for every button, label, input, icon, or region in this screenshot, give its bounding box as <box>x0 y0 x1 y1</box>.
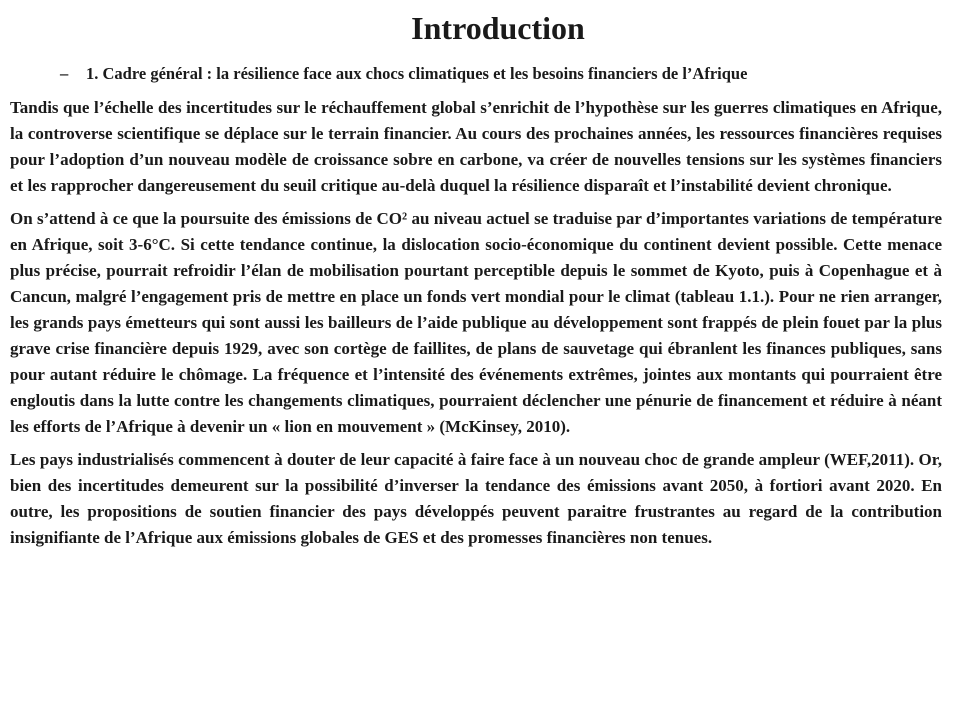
paragraph-1: Tandis que l’échelle des incertitudes sur le réchauffement global s’enrichit de l’hypothèse sur les guerres climatiques en Afrique, la controverse scientifique se déplace sur le terrain financier. Au cours des prochaines années, les ressources financières requises pour l’adoption d’un nouveau modèle de croissance sobre en carbone, va créer de nouvelles tensions sur les systèmes financiers et les rapprocher dangereusement du seuil critique au-delà duquel la résilience disparaît et l’instabilité devient chronique. <box>10 98 942 195</box>
subtitle-text: 1. Cadre général : la résilience face aux chocs climatiques et les besoins financiers de l’Afrique <box>86 64 748 83</box>
paragraph-3: Les pays industrialisés commencent à douter de leur capacité à faire face à un nouveau choc de grande ampleur (WEF,2011). Or, bien des incertitudes demeurent sur la possibilité d’inverser la tendance des émissions avant 2050, à fortiori avant 2020. En outre, les propositions de soutien financier des pays développés peuvent paraitre frustrantes au regard de la contribution insignifiante de l’Afrique aux émissions globales de GES et des promesses financières non tenues. <box>10 450 942 547</box>
dash-bullet-icon: – <box>60 64 69 83</box>
slide-title: Introduction <box>411 10 585 46</box>
paragraph-2: On s’attend à ce que la poursuite des émissions de CO² au niveau actuel se traduise par d’importantes variations de température en Afrique, soit 3-6°C. Si cette tendance continue, la dislocation socio-économique du continent devient possible. Cette menace plus précise, pourrait refroidir l’élan de mobilisation pourtant perceptible depuis le sommet de Kyoto, puis à Copenhague et à Cancun, malgré l’engagement pris de mettre en place un fonds vert mondial pour le climat (tableau 1.1.). Pour ne rien arranger, les grands pays émetteurs qui sont aussi les bailleurs de l’aide publique au développement sont frappés de plein fouet par la plus grave crise financière depuis 1929, avec son cortège de faillites, de plans de sauvetage qui ébranlent les finances publiques, sans pour autant réduire le chômage. La fréquence et l’intensité des événements extrêmes, jointes aux montants qui pourraient être engloutis dans la lutte contre les changements climatiques, pourraient déclencher une pénurie de financement et réduire à néant les efforts de l’Afrique à devenir un « lion en mouvement » (McKinsey, 2010). <box>10 209 942 436</box>
body-text <box>10 95 942 558</box>
subtitle-bullet-item <box>60 61 747 87</box>
